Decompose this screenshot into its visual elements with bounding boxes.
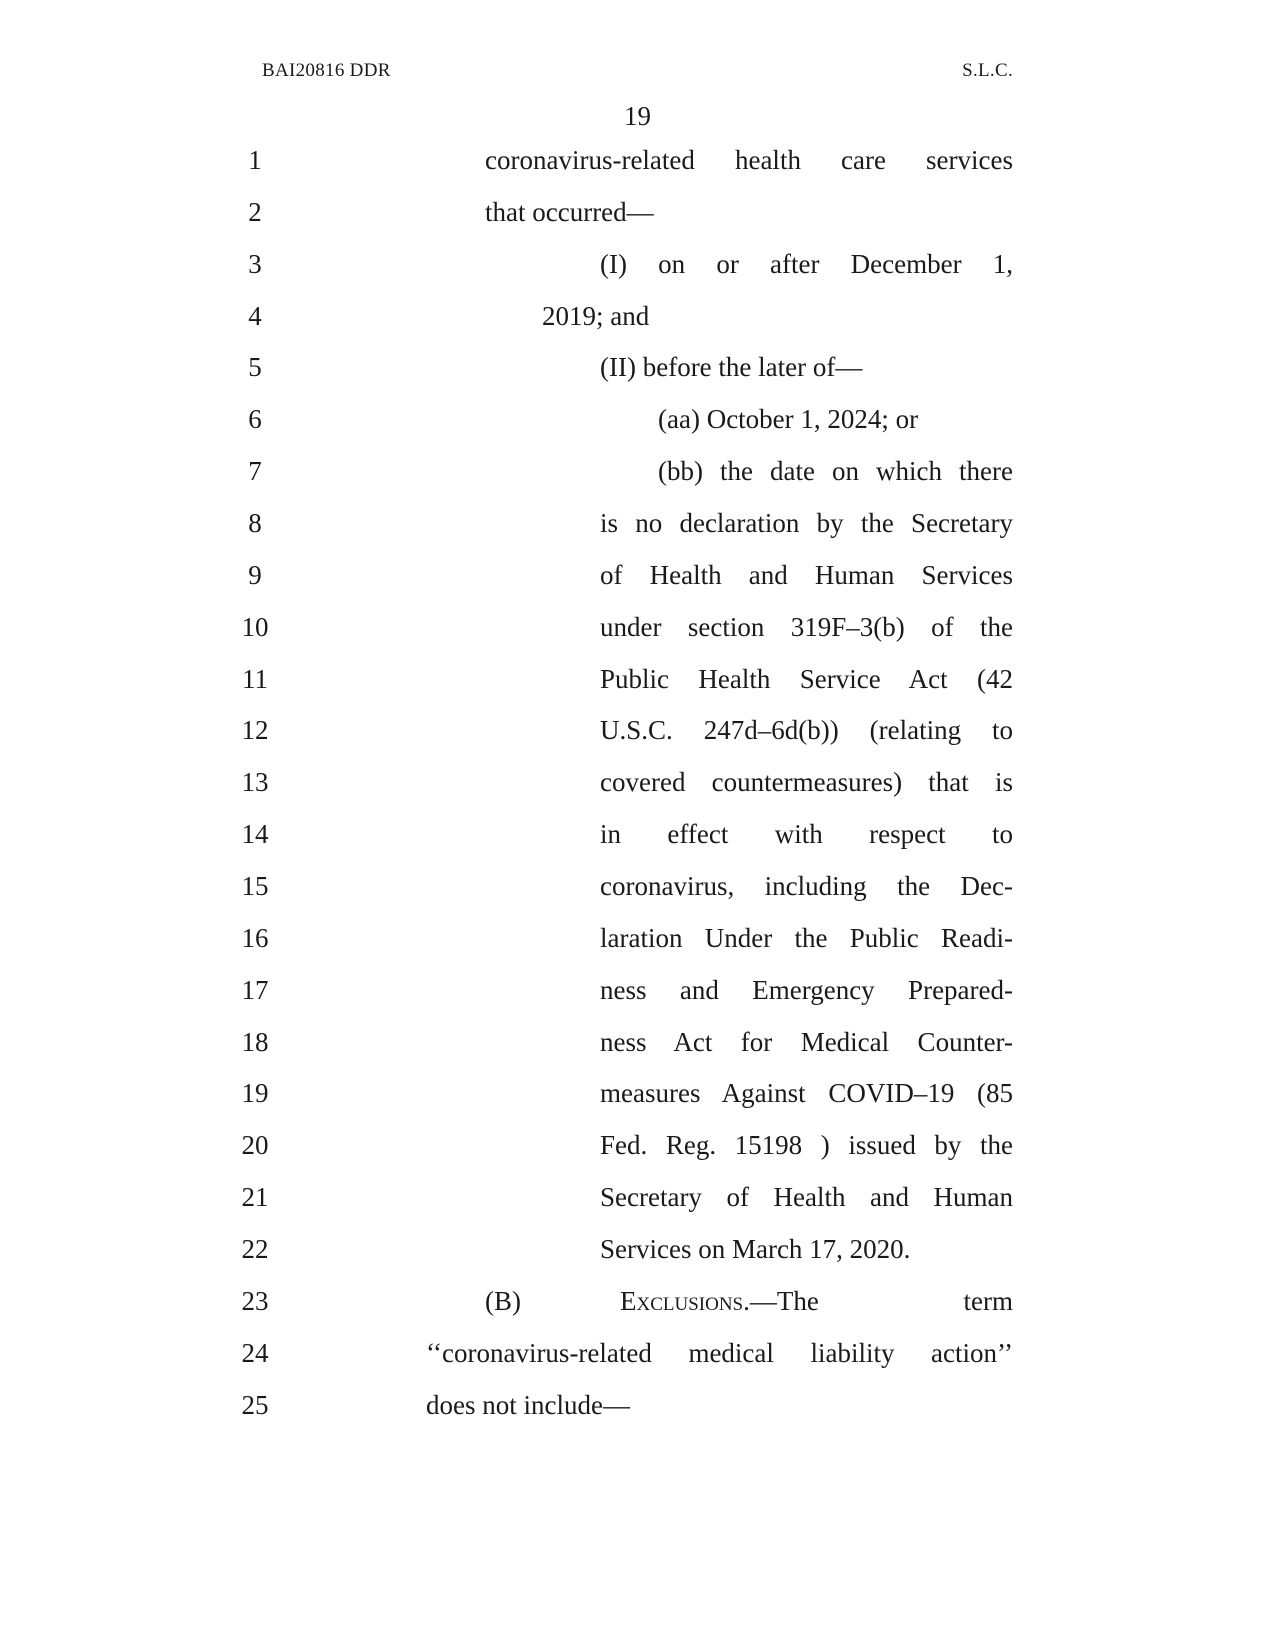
line-number: 1 <box>248 145 262 175</box>
line-text: does not include— <box>426 1390 630 1420</box>
line-number: 11 <box>242 664 268 694</box>
text-line <box>0 296 1275 336</box>
text-line <box>0 140 1275 180</box>
line-number: 5 <box>248 352 262 382</box>
line-text: ‘‘coronavirus-related medical liability action’’ <box>426 1338 1013 1368</box>
line-text: Fed. Reg. 15198 ) issued by the <box>600 1130 1013 1160</box>
text-line <box>0 1022 1275 1062</box>
line-number: 21 <box>241 1182 269 1212</box>
line-number: 8 <box>248 508 262 538</box>
line-text: of Health and Human Services <box>600 560 1013 590</box>
heading-tail: .—The <box>743 1286 819 1316</box>
line-number: 4 <box>248 301 262 331</box>
text-line <box>0 814 1275 854</box>
text-line <box>0 1125 1275 1165</box>
text-line <box>0 607 1275 647</box>
text-line <box>0 1385 1275 1425</box>
line-text: is no declaration by the Secretary <box>600 508 1013 538</box>
line-number: 6 <box>248 404 262 434</box>
text-line <box>0 503 1275 543</box>
text-line <box>0 1281 1275 1321</box>
document-code: S.L.C. <box>962 60 1013 81</box>
line-text: covered countermeasures) that is <box>600 767 1013 797</box>
line-text: 2019; and <box>542 301 650 331</box>
text-line <box>0 399 1275 439</box>
line-text: (I) on or after December 1, <box>600 249 1013 279</box>
heading-text: Exclusions <box>620 1286 744 1316</box>
text-line <box>0 970 1275 1010</box>
text-line <box>0 710 1275 750</box>
line-number: 2 <box>248 197 262 227</box>
line-text: ness Act for Medical Counter- <box>600 1027 1013 1057</box>
line-text: that occurred— <box>485 197 654 227</box>
text-line <box>0 659 1275 699</box>
line-number: 20 <box>241 1130 269 1160</box>
text-line <box>0 1333 1275 1373</box>
line-text: ness and Emergency Prepared- <box>600 975 1013 1005</box>
line-text: Services on March 17, 2020. <box>600 1234 911 1264</box>
line-text: in effect with respect to <box>600 819 1013 849</box>
subparagraph-label: (B) <box>485 1286 521 1316</box>
line-text-end: term <box>963 1286 1013 1316</box>
text-line <box>0 1229 1275 1269</box>
line-text: (II) before the later of— <box>600 352 863 382</box>
line-number: 10 <box>241 612 269 642</box>
line-number: 13 <box>241 767 269 797</box>
text-line <box>0 918 1275 958</box>
text-line <box>0 866 1275 906</box>
line-text: U.S.C. 247d–6d(b)) (relating to <box>600 715 1013 745</box>
subparagraph-heading <box>620 1281 819 1321</box>
line-number: 24 <box>241 1338 269 1368</box>
line-text: Public Health Service Act (42 <box>600 664 1013 694</box>
line-text: coronavirus, including the Dec- <box>600 871 1013 901</box>
line-text: (aa) October 1, 2024; or <box>658 404 919 434</box>
line-text: under section 319F–3(b) of the <box>600 612 1013 642</box>
text-line <box>0 192 1275 232</box>
line-number: 19 <box>241 1078 269 1108</box>
line-number: 23 <box>241 1286 269 1316</box>
line-number: 3 <box>248 249 262 279</box>
line-text: Secretary of Health and Human <box>600 1182 1013 1212</box>
document-id: BAI20816 DDR <box>262 60 391 81</box>
text-line <box>0 1177 1275 1217</box>
line-number: 16 <box>241 923 269 953</box>
line-text: laration Under the Public Readi- <box>600 923 1013 953</box>
page-number: 19 <box>624 101 651 131</box>
line-number: 7 <box>248 456 262 486</box>
line-number: 25 <box>241 1390 269 1420</box>
text-line <box>0 762 1275 802</box>
line-number: 9 <box>248 560 262 590</box>
text-line <box>0 347 1275 387</box>
text-line <box>0 451 1275 491</box>
text-line <box>0 555 1275 595</box>
line-number: 12 <box>241 715 269 745</box>
line-number: 15 <box>241 871 269 901</box>
line-text: measures Against COVID–19 (85 <box>600 1078 1013 1108</box>
line-text: coronavirus-related health care services <box>485 145 1013 175</box>
line-number: 22 <box>241 1234 269 1264</box>
line-text: (bb) the date on which there <box>658 456 1013 486</box>
text-line <box>0 244 1275 284</box>
line-number: 17 <box>241 975 269 1005</box>
line-number: 14 <box>241 819 269 849</box>
line-number: 18 <box>241 1027 269 1057</box>
text-line <box>0 1073 1275 1113</box>
